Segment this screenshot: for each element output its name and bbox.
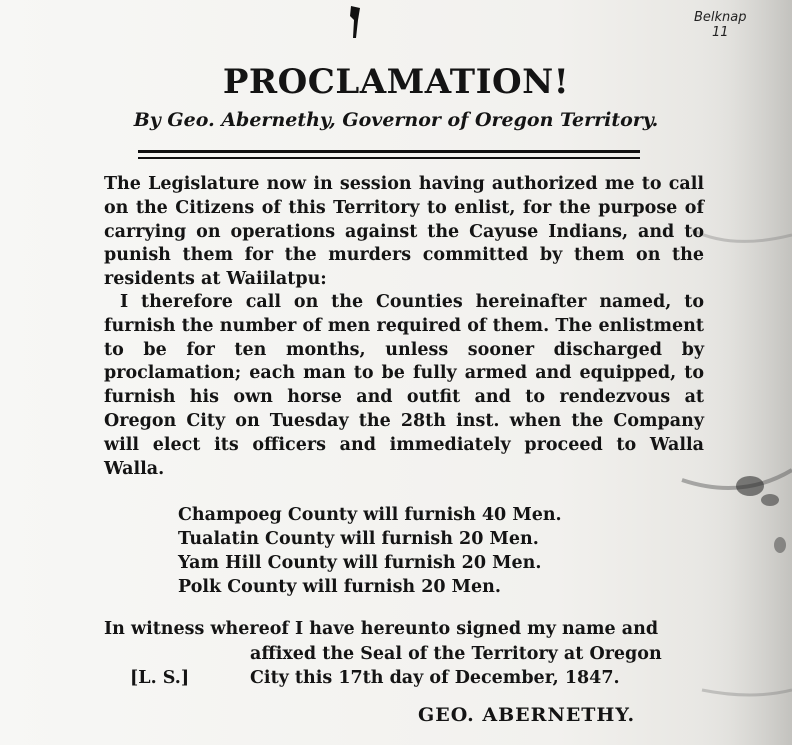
county-quota-item: Yam Hill County will furnish 20 Men. [178,553,542,573]
seal-marker: [L. S.] [130,668,190,688]
body-paragraph-call-to-enlist: I therefore call on the Counties hereinafter named, to furnish the number of men required of them. The enlistment to be for ten months, unless sooner discharged by proclamation; each man to be fully armed and equipped, to furnish his own horse and outfit and to rendezvous at Oregon City on Tuesday the 28th inst. when the Company will elect its officers and immediately proceed to Walla Walla. [104,292,704,479]
body-paragraph-authorization: The Legislature now in session having authorized me to call on the Citizens of this Territory to enlist, for the purpose of carrying on operations against the Cayuse Indians, and to punish them for the murders committed by them on the residents at Waiilatpu: [104,174,704,290]
ink-blot-mark [348,4,362,40]
witness-line: In witness whereof I have hereunto signed my name and [104,619,659,639]
county-quota-item: Champoeg County will furnish 40 Men. [178,505,562,525]
county-quota-item: Tualatin County will furnish 20 Men. [178,529,539,549]
governor-signature: GEO. ABERNETHY. [418,704,636,726]
title-divider-thick [138,150,640,153]
county-quota-item: Polk County will furnish 20 Men. [178,577,501,597]
archive-note-number: 11 [711,25,729,40]
county-quota-list [178,503,562,599]
archive-note-name: Belknap [694,10,747,25]
witness-clause [104,617,704,691]
witness-line: affixed the Seal of the Territory at Oregon [250,643,662,664]
proclamation-title: PROCLAMATION! [222,62,570,102]
proclamation-byline: By Geo. Abernethy, Governor of Oregon Territory. [133,109,659,131]
witness-line: City this 17th day of December, 1847. [250,668,620,688]
title-divider-thin [138,157,640,159]
archive-handwritten-note [694,10,747,40]
